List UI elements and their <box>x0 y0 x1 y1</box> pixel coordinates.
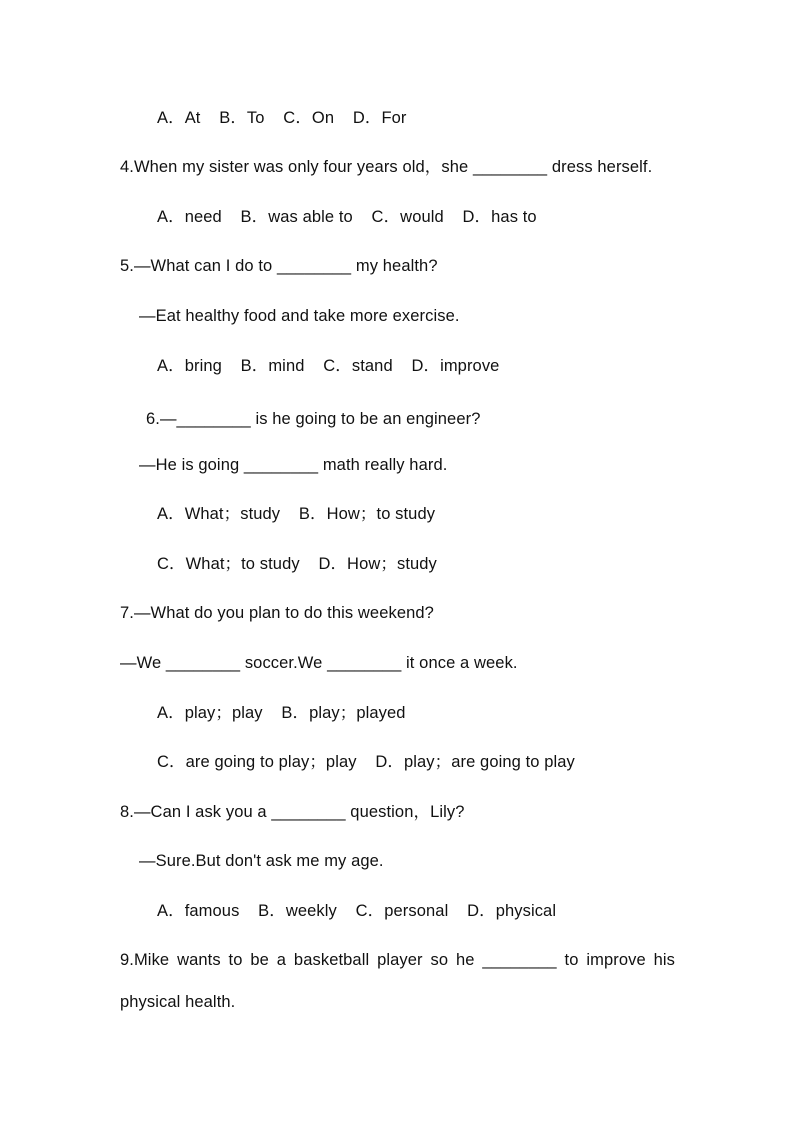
q7-reply: —We ________ soccer.We ________ it once a week. <box>120 654 518 672</box>
q5-reply: —Eat healthy food and take more exercise. <box>139 307 460 325</box>
q6-options-row2: C．What；to study D．How；study <box>157 555 437 573</box>
q4-options: A．need B．was able to C．would D．has to <box>157 208 537 226</box>
q3-options: A．At B．To C．On D．For <box>157 109 407 127</box>
q8-question: 8.—Can I ask you a ________ question，Lily? <box>120 803 465 821</box>
q7-options-row1: A．play；play B．play；played <box>157 704 406 722</box>
q6-question: 6.—________ is he going to be an engineer? <box>146 410 481 428</box>
q7-question: 7.—What do you plan to do this weekend? <box>120 604 434 622</box>
q8-options: A．famous B．weekly C．personal D．physical <box>157 902 557 920</box>
q9-question-line1: 9.Mike wants to be a basketball player so he ________ to improve his <box>120 951 675 969</box>
q8-reply: —Sure.But don't ask me my age. <box>139 852 384 870</box>
q6-reply: —He is going ________ math really hard. <box>139 456 448 474</box>
q9-question-line2: physical health. <box>120 993 236 1011</box>
q4-question: 4.When my sister was only four years old，she ________ dress herself. <box>120 158 653 176</box>
q5-question: 5.—What can I do to ________ my health? <box>120 257 438 275</box>
q6-options-row1: A．What；study B．How；to study <box>157 505 436 523</box>
q7-options-row2: C．are going to play；play D．play；are going to play <box>157 753 575 771</box>
q5-options: A．bring B．mind C．stand D．improve <box>157 357 500 375</box>
